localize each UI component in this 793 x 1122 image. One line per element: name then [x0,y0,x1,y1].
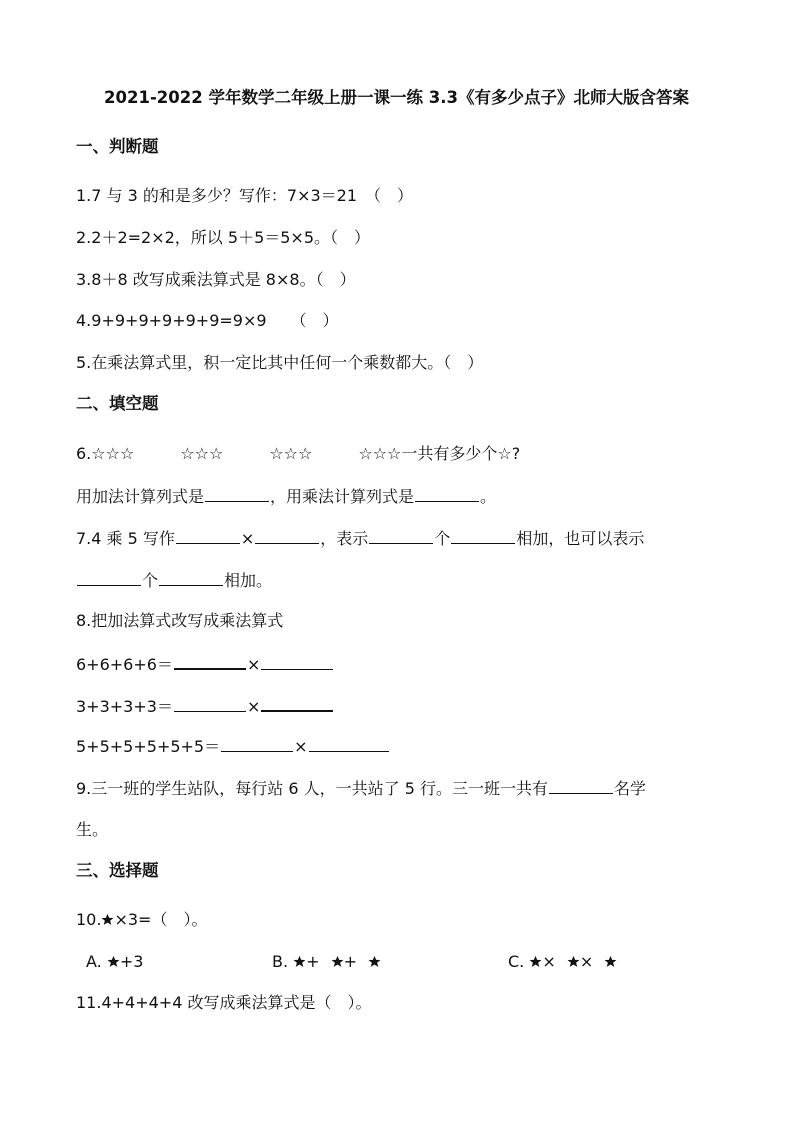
black-star-icon [368,955,381,968]
q7-blank-2[interactable] [255,528,319,544]
option-c-times-2: × [579,952,594,971]
question-7 [76,528,644,549]
q6-multiplication-label: ，用乘法计算列式是 [270,487,415,506]
question-5: 5.在乘法算式里，积一定比其中任何一个乘数都大。（ ） [76,353,484,372]
black-star-icon [604,955,617,968]
q8-row2-blank-1[interactable] [174,696,246,712]
question-10 [76,910,207,930]
q8-row1-times: × [246,655,261,674]
q10-option-a[interactable] [86,952,143,972]
q6-addition-label: 用加法计算列式是 [76,487,205,506]
question-7-line2 [76,570,272,591]
q8-row2-expr: 3+3+3+3＝ [76,697,173,716]
q7-text-b: ，表示 [320,529,369,548]
q8-row2-blank-2[interactable] [261,695,333,712]
question-9-line2: 生。 [76,820,109,839]
q8-row1-blank-1[interactable] [174,653,246,670]
star-group-4: ☆☆☆ [358,444,402,463]
q6-suffix: 一共有多少个☆? [401,444,521,463]
black-star-icon [331,955,344,968]
question-9 [76,778,646,799]
black-star-icon [567,955,580,968]
star-group-3: ☆☆☆ [269,444,313,463]
q7-times: × [240,529,255,548]
star-group-2: ☆☆☆ [180,444,224,463]
q7-blank-6[interactable] [159,570,223,586]
q8-row3-times: × [294,737,308,756]
black-star-icon [101,913,114,926]
q6-multiplication-blank[interactable] [415,486,479,502]
question-8: 8.把加法算式改写成乘法算式 [76,611,284,630]
question-2: 2.2＋2=2×2，所以 5＋5＝5×5。（ ） [76,228,371,247]
q9-text-b: 名学 [613,779,646,798]
option-a-tail: +3 [119,952,144,971]
q8-row-3 [76,736,390,757]
q7-ge2: 个 [142,571,159,590]
question-4: 4.9+9+9+9+9+9=9×9 （ ） [76,311,339,330]
question-6-line2 [76,486,496,507]
q6-prefix: 6. [76,444,92,463]
black-star-icon [293,955,306,968]
option-c-label: C. [508,952,525,971]
star-group-1: ☆☆☆ [91,444,135,463]
question-6 [76,444,520,464]
q10-suffix: ×3=（ ）。 [114,910,208,929]
q7-blank-1[interactable] [176,528,240,544]
q7-text-c: 相加，也可以表示 [516,529,645,548]
q9-blank[interactable] [549,778,613,794]
q8-row-2 [76,695,334,717]
option-b-plus-1: + [306,952,320,971]
page-title: 2021-2022 学年数学二年级上册一课一练 3.3《有多少点子》北师大版含答案 [104,88,689,107]
q10-option-b[interactable] [272,952,381,972]
option-b-label: B. [272,952,289,971]
q7-blank-3[interactable] [369,528,433,544]
q8-row2-times: × [246,697,261,716]
section-multiple-choice: 三、选择题 [76,861,159,880]
q7-text-d: 相加。 [224,571,273,590]
q6-period: 。 [480,487,497,506]
q7-ge: 个 [434,529,451,548]
q10-prefix: 10. [76,910,102,929]
q8-row3-blank-1[interactable] [221,736,293,752]
q9-text-a: 9.三一班的学生站队，每行站 6 人，一共站了 5 行。三一班一共有 [76,779,548,798]
section-fill-blank: 二、填空题 [76,394,159,413]
option-c-times-1: × [542,952,556,971]
q10-option-c[interactable] [508,952,617,972]
option-a-label: A. [86,952,102,971]
question-3: 3.8＋8 改写成乘法算式是 8×8。（ ） [76,270,356,289]
q7-text-a: 7.4 乘 5 写作 [76,529,175,548]
q7-blank-5[interactable] [77,570,141,586]
q8-row1-expr: 6+6+6+6＝ [76,655,173,674]
question-1: 1.7 与 3 的和是多少？写作：7×3＝21 （ ） [76,186,414,205]
question-11: 11.4+4+4+4 改写成乘法算式是（ ）。 [76,993,372,1012]
q8-row-1 [76,653,334,675]
q7-blank-4[interactable] [451,528,515,544]
q6-addition-blank[interactable] [205,486,269,502]
option-b-plus-2: + [343,952,358,971]
q8-row3-blank-2[interactable] [309,736,389,752]
black-star-icon [107,955,120,968]
q8-row3-expr: 5+5+5+5+5+5＝ [76,737,221,756]
q8-row1-blank-2[interactable] [261,654,333,670]
section-judgement: 一、判断题 [76,137,159,156]
black-star-icon [529,955,542,968]
